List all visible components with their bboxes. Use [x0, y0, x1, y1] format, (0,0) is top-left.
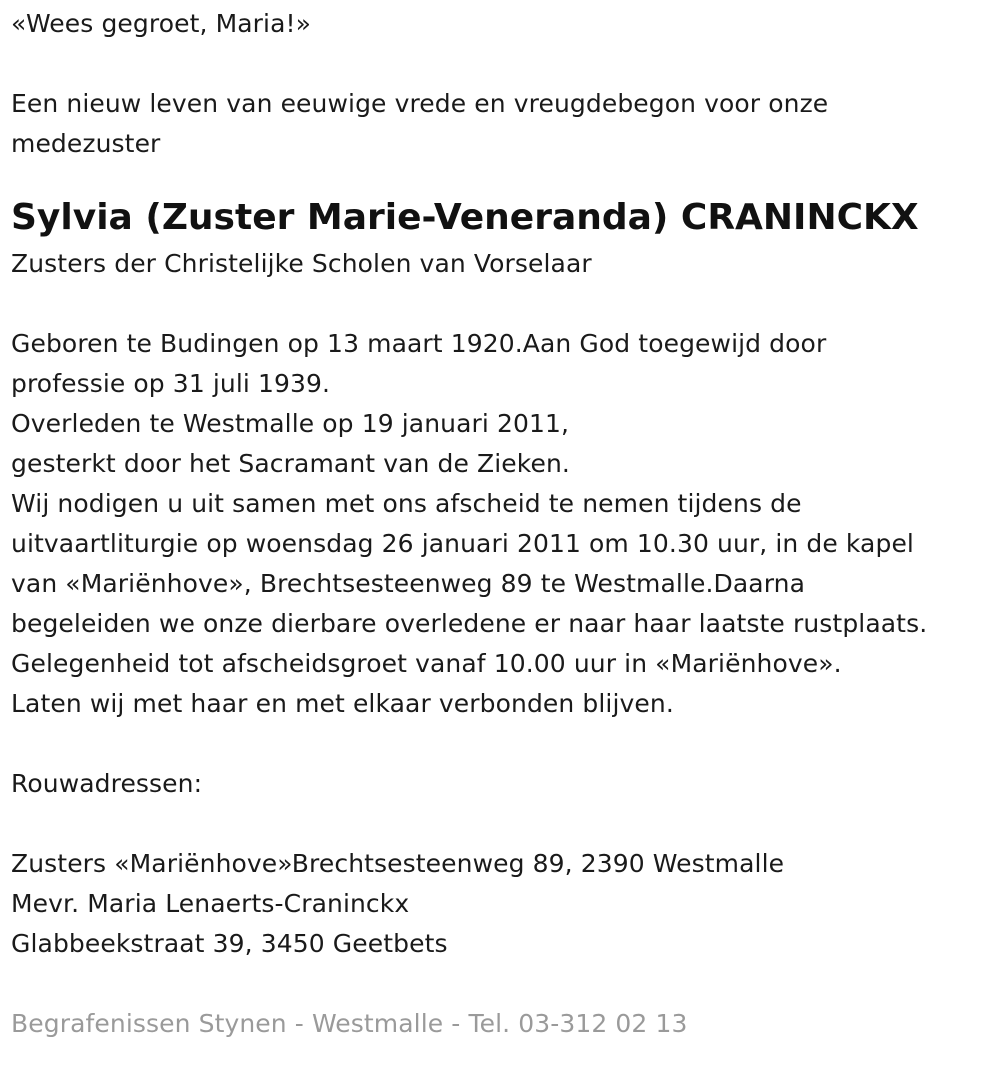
body-line: begeleiden we onze dierbare overledene er naar haar laatste rustplaats. [11, 609, 928, 638]
body-line: Overleden te Westmalle op 19 januari 2011, [11, 409, 570, 438]
address-line: Mevr. Maria Lenaerts-Craninckx [11, 889, 410, 918]
body-line: Geboren te Budingen op 13 maart 1920.Aan God toegewijd door [11, 329, 827, 358]
address-line: Glabbeekstraat 39, 3450 Geetbets [11, 929, 448, 958]
body-line: gesterkt door het Sacramant van de Zieken. [11, 449, 570, 478]
funeral-home-footer: Begrafenissen Stynen - Westmalle - Tel. 03-312 02 13 [11, 1009, 688, 1038]
body-line: Laten wij met haar en met elkaar verbonden blijven. [11, 689, 674, 718]
body-line: professie op 31 juli 1939. [11, 369, 331, 398]
spacer [11, 724, 991, 764]
body-line: Wij nodigen u uit samen met ons afscheid te nemen tijdens de [11, 489, 802, 518]
congregation-line: Zusters der Christelijke Scholen van Vorselaar [11, 249, 592, 278]
body-line: Gelegenheid tot afscheidsgroet vanaf 10.00 uur in «Mariënhove». [11, 649, 842, 678]
body-line: uitvaartliturgie op woensdag 26 januari 2011 om 10.30 uur, in de kapel [11, 529, 914, 558]
intro-paragraph [11, 84, 991, 164]
addresses-list [11, 844, 991, 964]
spacer [11, 164, 991, 190]
address-line: Zusters «Mariënhove»Brechtsesteenweg 89, 2390 Westmalle [11, 849, 785, 878]
addresses-heading: Rouwadressen: [11, 769, 203, 798]
spacer [11, 44, 991, 84]
body-line: van «Mariënhove», Brechtsesteenweg 89 te Westmalle.Daarna [11, 569, 806, 598]
spacer [11, 284, 991, 324]
deceased-name: Sylvia (Zuster Marie-Veneranda) CRANINCKX [11, 197, 919, 238]
intro-line: medezuster [11, 129, 161, 158]
body-paragraph [11, 324, 991, 724]
greeting-line: «Wees gegroet, Maria!» [11, 9, 312, 38]
obituary-notice [11, 0, 991, 1044]
intro-line: Een nieuw leven van eeuwige vrede en vreugdebegon voor onze [11, 89, 829, 118]
spacer [11, 804, 991, 844]
spacer [11, 964, 991, 1004]
